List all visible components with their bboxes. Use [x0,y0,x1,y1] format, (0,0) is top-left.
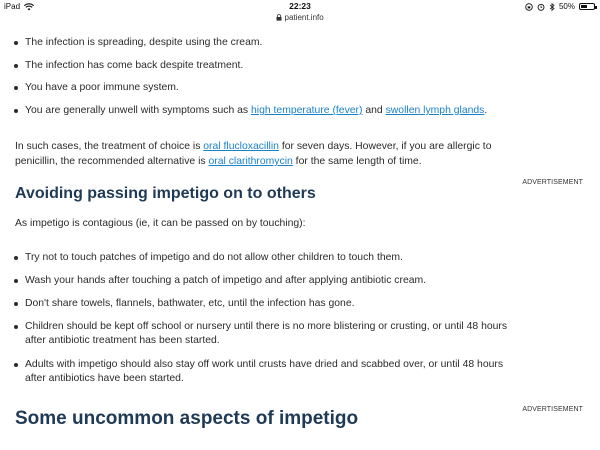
list-item: Adults with impetigo should also stay off work until crusts have dried and scabbed over, or until 48 hours after antibiotics have been started. [25,358,525,386]
high-temperature-link[interactable]: high temperature (fever) [251,105,363,116]
paragraph-text: for seven days. However, if you are allergic to penicillin, the recommended alternative is [15,141,492,167]
clock: 22:23 [289,1,311,11]
section-heading-uncommon: Some uncommon aspects of impetigo [15,408,359,429]
list-item: Wash your hands after touching a patch of impetigo and after applying antibiotic cream. [25,274,525,288]
treatment-paragraph [15,139,535,169]
swollen-lymph-glands-link[interactable]: swollen lymph glands [385,105,485,116]
scrolled-off-text [25,21,145,25]
advertisement-label: ADVERTISEMENT [522,406,583,413]
list-item: Children should be kept off school or nursery until there is no more blistering or crusting, or until 48 hours after antibiotic treatment has been started. [25,320,525,348]
lock-icon [276,14,282,21]
list-item: Try not to touch patches of impetigo and do not allow other children to touch them. [25,251,525,265]
battery-icon [579,3,595,10]
device-name: iPad [4,2,21,11]
list-item [25,104,525,118]
list-item: The infection is spreading, despite using the cream. [25,36,525,50]
list-item: You have a poor immune system. [25,81,525,95]
lock-rotation-icon [525,3,533,11]
paragraph-text: for the same length of time. [292,156,422,167]
battery-percent: 50% [558,2,575,11]
status-right [525,2,595,11]
advertisement-label: ADVERTISEMENT [522,179,583,186]
oral-clarithromycin-link[interactable]: oral clarithromycin [208,156,293,167]
alarm-icon [537,3,545,11]
list-item-text: and [362,105,386,116]
section-heading-avoiding: Avoiding passing impetigo on to others [15,185,316,202]
list-item: Don't share towels, flannels, bathwater, etc, until the infection has gone. [25,297,525,311]
paragraph-text: In such cases, the treatment of choice is [15,141,204,152]
bluetooth-icon [549,3,555,11]
url-domain: patient.info [284,13,324,22]
oral-flucloxacillin-link[interactable]: oral flucloxacillin [203,141,279,152]
list-item-text: . [484,105,488,116]
section-intro: As impetigo is contagious (ie, it can be passed on by touching): [15,218,306,229]
battery-level [581,5,587,8]
list-item-text: You are generally unwell with symptoms such as [25,105,252,116]
list-item: The infection has come back despite treatment. [25,59,525,73]
